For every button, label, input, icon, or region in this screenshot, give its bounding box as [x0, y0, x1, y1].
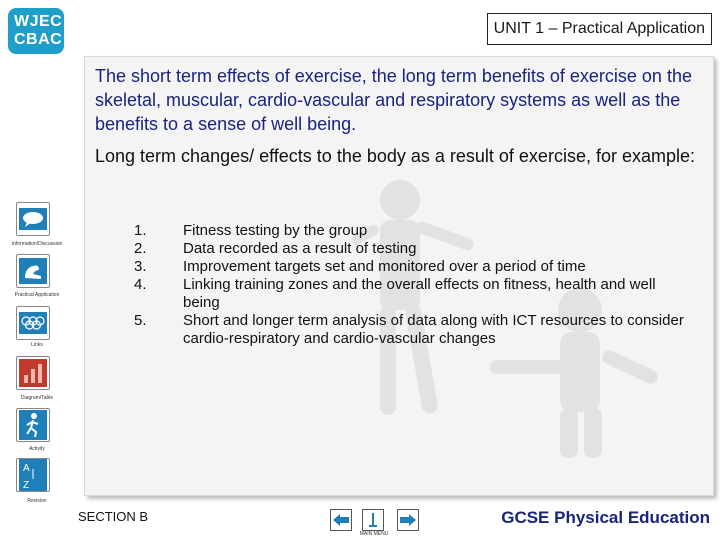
olympic-rings-icon	[19, 312, 47, 334]
information-discussion-button[interactable]	[16, 202, 50, 236]
list-item	[128, 258, 688, 276]
page-heading: The short term effects of exercise, the long term benefits of exercise on the skeletal, muscular, cardio-vascular and respiratory systems as well as the benefits to a sense of well being.	[95, 66, 692, 134]
sidebar-label-practical: Practical Application	[14, 292, 60, 298]
list-item-text: Fitness testing by the group	[183, 222, 368, 239]
links-button[interactable]	[16, 306, 50, 340]
list-item-text: Linking training zones and the overall effects on fitness, health and well being	[183, 276, 656, 311]
list-item	[128, 276, 688, 312]
main-menu-label: MAIN MENU	[359, 531, 389, 537]
list-item-text: Short and longer term analysis of data along with ICT resources to consider cardio-respiratory and cardio-vascular changes	[183, 312, 684, 347]
a-to-z-icon	[19, 459, 47, 491]
course-brand: GCSE Physical Education	[501, 508, 710, 527]
list-item-text: Improvement targets set and monitored over a period of time	[183, 258, 586, 275]
list-item	[128, 222, 688, 240]
sidebar-label-revision: Revision	[27, 498, 47, 504]
list-item-text: Data recorded as a result of testing	[183, 240, 417, 257]
svg-text:Z: Z	[23, 480, 30, 491]
list-item-number: 4.	[134, 276, 147, 293]
list-item-number: 5.	[134, 312, 147, 329]
svg-text:A: A	[23, 463, 30, 474]
speech-bubble-icon	[19, 208, 47, 230]
sidebar-label-activity: Activity	[29, 446, 45, 452]
sidebar-label-information: Information/Discussion	[11, 241, 63, 247]
main-menu-button[interactable]	[362, 509, 384, 531]
list-item-number: 1.	[134, 222, 147, 239]
sidebar-label-links: Links	[31, 342, 43, 348]
practical-application-button[interactable]	[16, 254, 50, 288]
logo-line-1: WJEC	[14, 13, 63, 30]
list-item	[128, 240, 688, 258]
diagram-table-button[interactable]	[16, 356, 50, 390]
running-figure-icon	[19, 410, 47, 440]
menu-icon	[364, 511, 382, 529]
arrow-left-icon	[332, 513, 350, 527]
unit-title-box: UNIT 1 – Practical Application	[487, 13, 712, 45]
sidebar-label-diagram: Diagram/Table	[20, 395, 54, 401]
wjec-cbac-logo	[8, 8, 64, 54]
effects-list	[128, 222, 688, 348]
bar-chart-icon	[19, 359, 47, 387]
page-subheading: Long term changes/ effects to the body as a result of exercise, for example:	[95, 146, 695, 166]
flexed-arm-icon	[19, 258, 47, 284]
activity-button[interactable]	[16, 408, 50, 442]
revision-button[interactable]	[16, 458, 50, 492]
previous-button[interactable]	[330, 509, 352, 531]
list-item-number: 2.	[134, 240, 147, 257]
list-item-number: 3.	[134, 258, 147, 275]
section-label: SECTION B	[78, 509, 149, 524]
arrow-right-icon	[399, 513, 417, 527]
next-button[interactable]	[397, 509, 419, 531]
logo-line-2: CBAC	[14, 31, 63, 48]
list-item	[128, 312, 688, 348]
